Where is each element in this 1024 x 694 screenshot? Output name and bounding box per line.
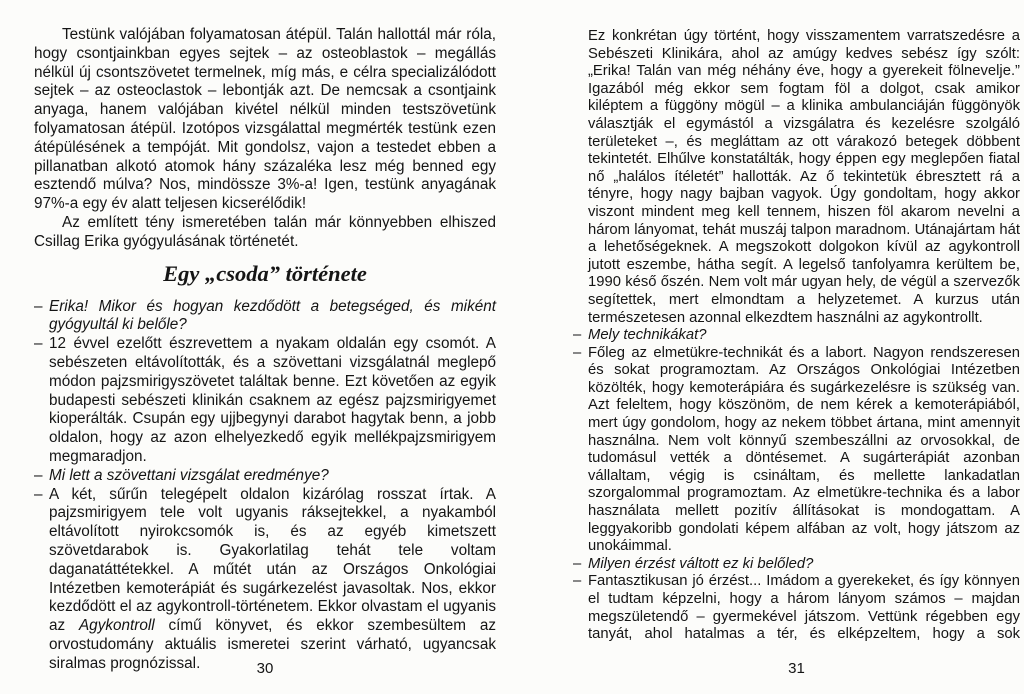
question-text: Mely technikákat? [588, 327, 707, 344]
answer-text: Fantasztikusan jó érzést... Imádom a gyerekeket, és így könnyen el tudtam képzelni, hogy a három lányom számos – majdan megszületendő – gyermekével játszom. Vettünk régebben egy tanyát, ahol hatalmas a tér, és elképzeltem, hogy a sok [588, 573, 1020, 643]
chapter-heading: Egy „csoda” története [163, 260, 367, 286]
dialogue-dash: – [573, 344, 582, 361]
page-number-right: 31 [788, 660, 805, 677]
dialogue-dash: – [573, 327, 582, 344]
dialogue-answer [34, 335, 496, 467]
question-text: Milyen érzést váltott ez ki belőled? [588, 555, 814, 572]
paragraph: Az említett tény ismeretében talán már könnyebben elhiszed Csillag Erika gyógyulásának történetét. [34, 213, 496, 250]
dialogue-dash: – [34, 485, 43, 503]
dialogue-dash: – [34, 297, 43, 315]
answer-text-part: című könyvet, és ekkor szembesültem az orvostudomány aktuális ismeretei szerint várható, ugyancsak siralmas prognózissal. [49, 617, 497, 672]
answer-text-part: A két, sűrűn telegépelt oldalon kizárólag rosszat írtak. A pajzsmirigyem tele volt ugyanis ráksejtekkel, a nyakamból eltávolított nyirokcsomók is, és az egyéb kimetszett szövetdarabok is. Gyakorlatilag tehát tele voltam daganatáttétekkel. A műtét után az Országos Onkológiai Intézetben kemoterápiát és sugárkezelést javasoltak. Nos, ekkor kezdődött el az agykontroll-történetem. Ekkor olvastam el ugyanis az [49, 485, 496, 635]
answer-text [49, 486, 496, 674]
question-text: Mi lett a szövettani vizsgálat eredménye? [49, 466, 329, 484]
continuation-paragraph: Ez konkrétan úgy történt, hogy visszamentem varratszedésre a Sebészeti Klinikára, ahol az amúgy kedves sebész így szólt: „Erika! Talán van még néhány éve, hogy a gyerekeit fölnevelje.” Igazából még ekkor sem fogtam föl a dolgot, csak amikor kiléptem a függöny mögül – a klinika ambulanciáján függönyök választják el egymástól a vizsgálatra és kezelésre szolgáló területeket –, és megláttam az ott várakozó betegek döbbent tekintetét. Elhűlve konstatálták, hogy éppen egy meglepően fiatal nő „halálos ítéletét” hallották. Az ő tekintetük ébresztett rá a tényre, hogy nagy bajban vagyok. Úgy gondoltam, hogy akkor viszont mindent meg kell tennem, hiszen föl akarom nevelni a három lányomat, tehát muszáj talpon maradnom. Utánajártam hát a lehetőségeknek. A megszokott dolgokon kívül az agykontroll jutott eszembe, hátha segít. A legelső tanfolyamra kerültem be, 1990 késő őszén. Nem volt már ugyan hely, de végül a szervezők segítettek, mert elmondtam a helyzetemet. A kurzus után természetesen azonnal elkezdtem használni az agykontrollt. [588, 28, 1020, 326]
book-title-mention: Agykontroll [78, 617, 155, 635]
page-number-left: 30 [256, 660, 274, 677]
dialogue-question [34, 467, 496, 486]
dialogue-dash: – [34, 335, 43, 353]
question-text: Erika! Mikor és hogyan kezdődött a betegséged, és miként gyógyultál ki belőle? [49, 297, 496, 334]
answer-text: Főleg az elmetükre-technikát és a labort. Nagyon rendszeresen és sokat programoztam. Az Országos Onkológiai Intézetben közölték, hogy kemoterápiára és sugárkezelésre is szükség van. Azt feleltem, hogy köszönöm, de nem kérek a kemoterápiából, mert úgy gondolom, hogy az nekem többet ártana, mint amennyit használna. Nem volt könnyű szembeszállni az orvosokkal, de tudomásul vették a döntésemet. A sugárterápiát azonban vállaltam, végig is csináltam, és mellette lankadatlan szorgalommal programoztam. Az elmetükre-technika és a labor használata mellett pozitív állításokat is mondogattam. A leggyakoribb gondolati képem alfában az volt, hogy játszom az unokáimmal. [588, 344, 1020, 555]
paragraph: Testünk valójában folyamatosan átépül. Talán hallottál már róla, hogy csontjainkban egyes sejtek – az osteoblastok – megállás nélkül új csontszövetet termelnek, míg más, e célra specializálódott sejtek – az osteoclastok – lebontják azt. De nemcsak a csontjaink anyaga, hanem valójában kivétel nélkül minden testszövetünk folyamatosan átépül. Izotópos vizsgálattal megmérték testünk ezen átépülésének a tempóját. Mit gondolsz, vajon a testedet ebben a pillanatban alkotó atomok hány százaléka lesz még benned egy esztendő múlva? Nos, mindössze 3%-a! Igen, testünk anyagának 97%-a egy év alatt teljesen kicserélődik! [34, 26, 496, 213]
dialogue-dash: – [34, 466, 43, 484]
dialogue-dash: – [573, 573, 582, 590]
right-page [573, 28, 1020, 644]
dialogue-answer [573, 573, 1020, 643]
dialogue-question [573, 327, 1020, 345]
dialogue-answer [34, 486, 496, 674]
answer-text: 12 évvel ezelőtt észrevettem a nyakam oldalán egy csomót. A sebészeten eltávolították, és a szövettani vizsgálatnál meglepő módon pajzsmirigyszövetet találtak benne. Ezt követően az egyik budapesti sebészeti klinikán csaknem az egész pajzsmirigyemet kioperálták. Csupán egy ujjbegynyi darabot hagytak benn, a jobb oldalon, hogy az azon elhelyezkedő egyik mellékpajzsmirigyem megmaradjon. [49, 335, 496, 465]
dialogue-question [34, 298, 496, 336]
dialogue-question [573, 556, 1020, 574]
dialogue-dash: – [573, 555, 582, 572]
left-page [34, 26, 496, 674]
dialogue-answer [573, 345, 1020, 556]
